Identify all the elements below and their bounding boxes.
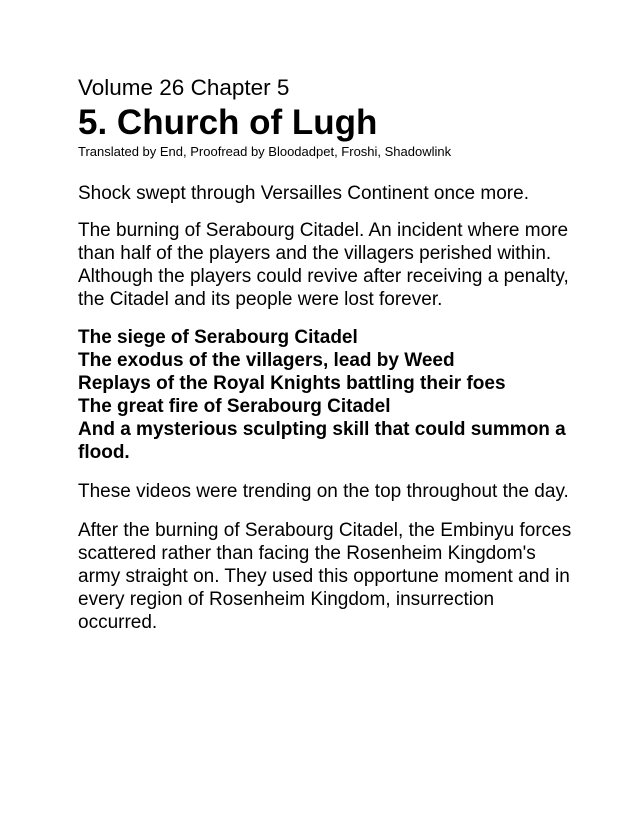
paragraph: After the burning of Serabourg Citadel, the Embinyu forces scattered rather than facing the Rosenheim Kingdom's army straight on. They used this opportune moment and in every region of Rosenheim Kingdom, insurrection occurred. bbox=[78, 520, 572, 633]
bold-headline: The exodus of the villagers, lead by Weed bbox=[78, 350, 455, 371]
bold-headline: And a mysterious sculpting skill that could summon a flood. bbox=[78, 419, 566, 463]
paragraph: Shock swept through Versailles Continent once more. bbox=[78, 183, 529, 204]
document-page bbox=[78, 75, 578, 634]
paragraph: These videos were trending on the top throughout the day. bbox=[78, 481, 569, 502]
bold-headline: The siege of Serabourg Citadel bbox=[78, 327, 358, 348]
bold-headline-list bbox=[78, 326, 578, 464]
bold-headline: The great fire of Serabourg Citadel bbox=[78, 396, 391, 417]
paragraph: The burning of Serabourg Citadel. An incident where more than half of the players and the villagers perished within. Although the players could revive after receiving a penalty, the Citadel and its people were lost forever. bbox=[78, 220, 569, 310]
translation-credits: Translated by End, Proofread by Bloodadpet, Froshi, Shadowlink bbox=[78, 144, 452, 159]
bold-headline: Replays of the Royal Knights battling their foes bbox=[78, 373, 506, 394]
volume-chapter-heading: Volume 26 Chapter 5 bbox=[78, 75, 290, 100]
chapter-title: 5. Church of Lugh bbox=[78, 103, 378, 142]
